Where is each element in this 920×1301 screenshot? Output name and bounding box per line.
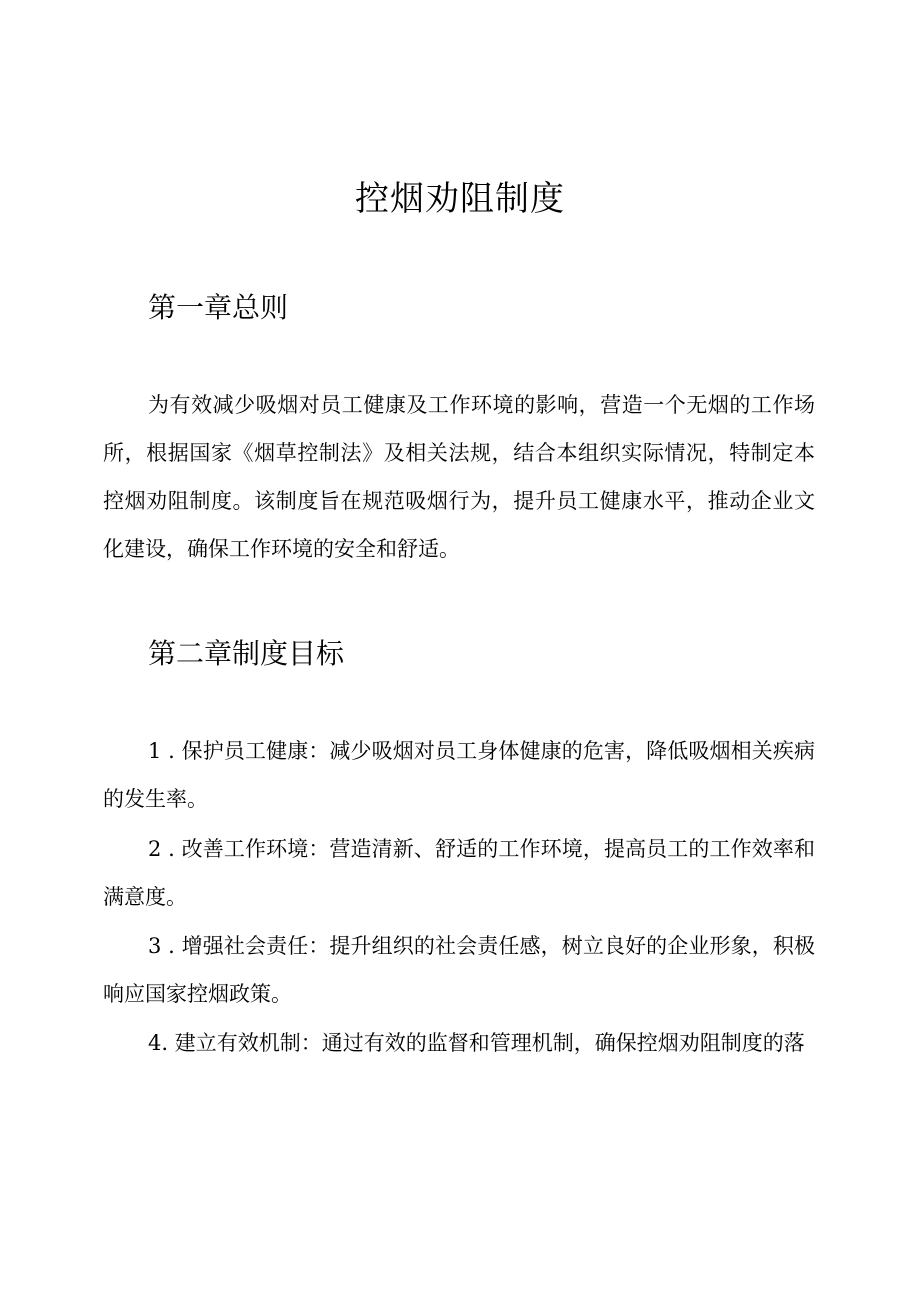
chapter-1-paragraph: 为有效减少吸烟对员工健康及工作环境的影响，营造一个无烟的工作场所，根据国家《烟草控制法》及相关法规，结合本组织实际情况，特制定本控烟劝阻制度。该制度旨在规范吸烟行为，提升员工健康水平，推动企业文化建设，确保工作环境的安全和舒适。 (103, 393, 815, 561)
goal-item-1: 1 . 保护员工健康：减少吸烟对员工身体健康的危害，降低吸烟相关疾病的发生率。 (103, 739, 815, 811)
goal-item-4: 4. 建立有效机制：通过有效的监督和管理机制，确保控烟劝阻制度的落 (148, 1031, 805, 1055)
goal-item-3: 3 . 增强社会责任：提升组织的社会责任感，树立良好的企业形象，积极响应国家控烟政策。 (103, 934, 815, 1006)
chapter-2-heading: 第二章制度目标 (148, 637, 345, 670)
chapter-1-heading: 第一章总则 (148, 291, 289, 324)
document-title: 控烟劝阻制度 (355, 179, 565, 219)
goal-item-2: 2 . 改善工作环境：营造清新、舒适的工作环境，提高员工的工作效率和满意度。 (103, 837, 815, 909)
